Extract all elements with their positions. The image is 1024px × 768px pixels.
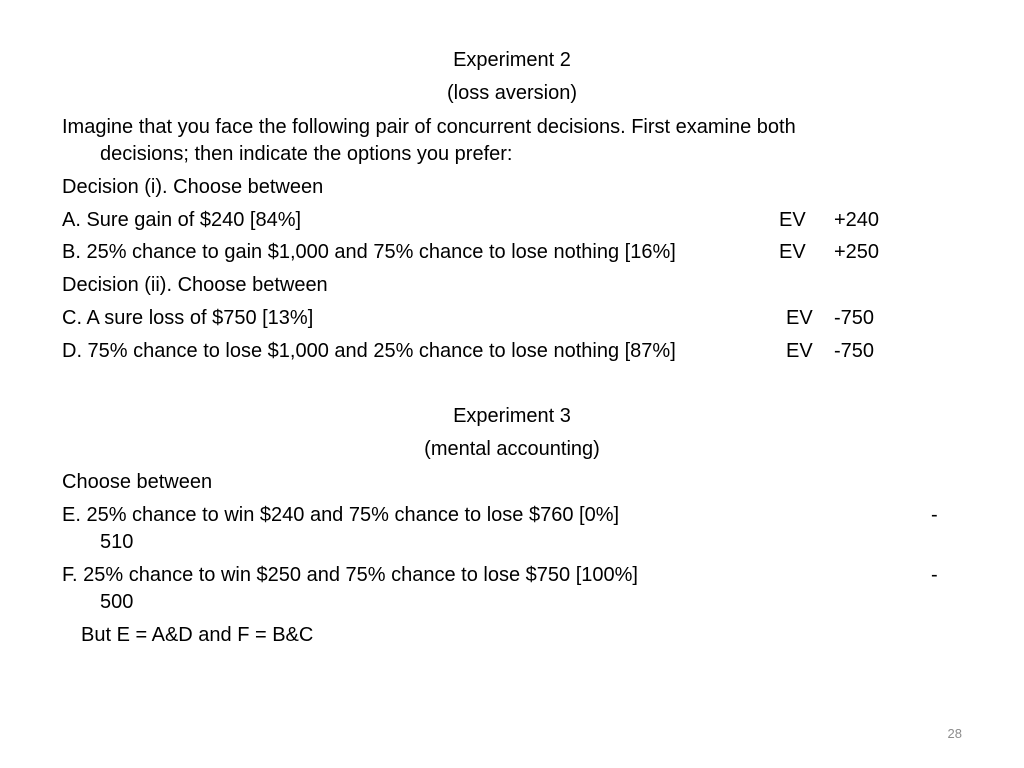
decision-i-heading: Decision (i). Choose between xyxy=(62,176,324,198)
experiment2-subtitle: (loss aversion) xyxy=(446,82,578,104)
option-c-ev-value: -750 xyxy=(834,307,875,329)
option-b-ev-value: +250 xyxy=(834,241,880,263)
intro-line-1: Imagine that you face the following pair of concurrent decisions. First examine both xyxy=(62,116,796,138)
option-a-ev-label: EV xyxy=(779,209,806,231)
experiment3-subtitle: (mental accounting) xyxy=(424,438,600,460)
page-number: 28 xyxy=(947,726,962,741)
option-f-text: F. 25% chance to win $250 and 75% chance to lose $750 [100%] xyxy=(62,564,638,586)
experiment3-title: Experiment 3 xyxy=(453,405,571,427)
option-f-value: 500 xyxy=(100,591,134,613)
option-c-ev-label: EV xyxy=(786,307,813,329)
option-a-text: A. Sure gain of $240 [84%] xyxy=(62,209,302,231)
intro-line-2: decisions; then indicate the options you prefer: xyxy=(100,143,513,165)
option-c-text: C. A sure loss of $750 [13%] xyxy=(62,307,314,329)
option-f-dash: - xyxy=(931,564,938,586)
experiment3-heading: Choose between xyxy=(62,471,213,493)
conclusion-text: But E = A&D and F = B&C xyxy=(81,624,314,646)
option-d-ev-label: EV xyxy=(786,340,813,362)
option-e-value: 510 xyxy=(100,531,134,553)
option-b-ev-label: EV xyxy=(779,241,806,263)
option-b-text: B. 25% chance to gain $1,000 and 75% chance to lose nothing [16%] xyxy=(62,241,676,263)
option-d-ev-value: -750 xyxy=(834,340,875,362)
option-e-text: E. 25% chance to win $240 and 75% chance to lose $760 [0%] xyxy=(62,504,620,526)
option-a-ev-value: +240 xyxy=(834,209,880,231)
experiment2-title: Experiment 2 xyxy=(453,49,571,71)
option-d-text: D. 75% chance to lose $1,000 and 25% chance to lose nothing [87%] xyxy=(62,340,676,362)
option-e-dash: - xyxy=(931,504,938,526)
decision-ii-heading: Decision (ii). Choose between xyxy=(62,274,328,296)
